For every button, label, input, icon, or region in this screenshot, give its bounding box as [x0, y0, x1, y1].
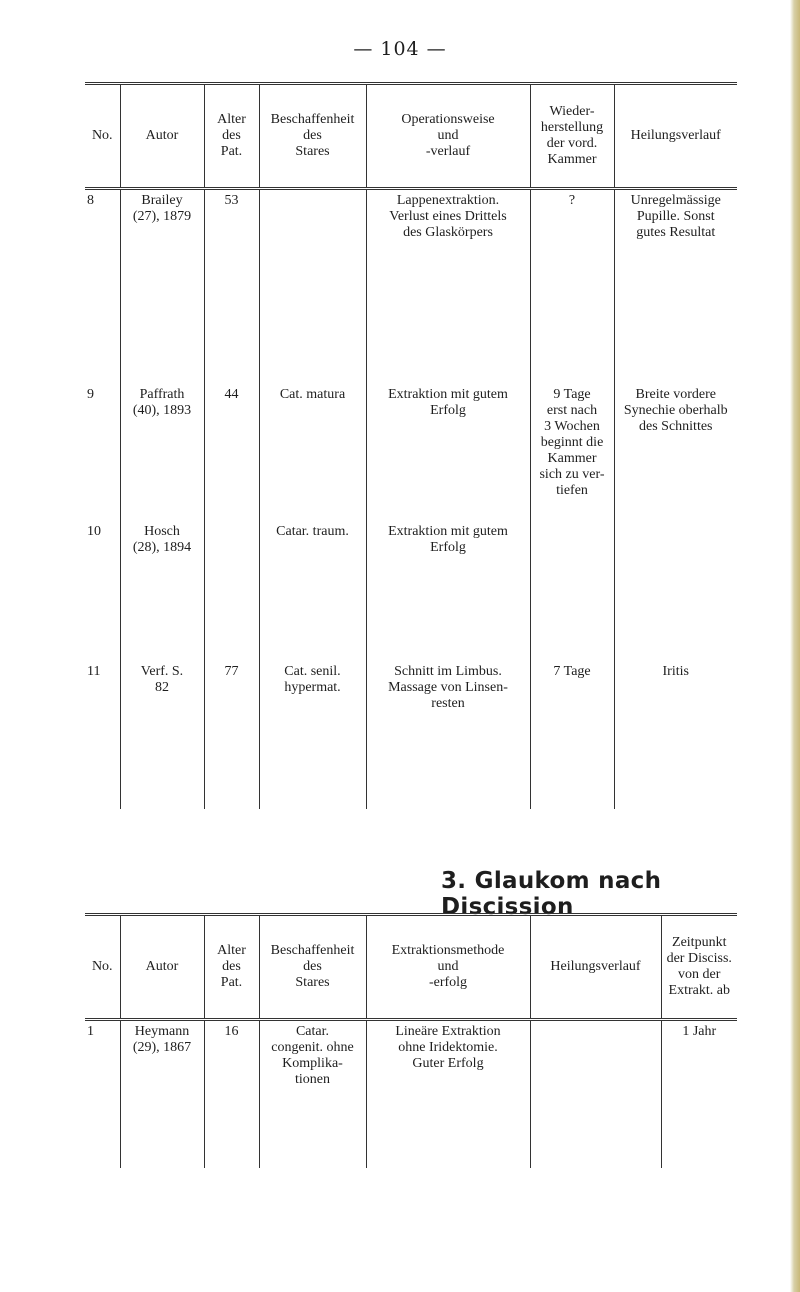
table-row: [85, 661, 737, 809]
cell-autor: Heymann (29), 1867: [120, 1020, 204, 1168]
cell-wiederherstellung: ?: [530, 189, 614, 384]
cell-heilungsverlauf: Unregelmässige Pupille. Sonst gutes Resultat: [614, 189, 737, 384]
cell-autor: Verf. S. 82: [120, 661, 204, 809]
cell-alter: 77: [204, 661, 259, 809]
cell-no: 11: [87, 663, 101, 679]
page-number: — 104 —: [353, 38, 447, 60]
cell-beschaffenheit: [259, 189, 366, 384]
cell-alter: 44: [204, 384, 259, 521]
table-header-row: [85, 84, 737, 189]
cell-wiederherstellung: 9 Tage erst nach 3 Wochen beginnt die Kammer sich zu ver- tiefen: [530, 384, 614, 521]
header-zeitpunkt: Zeitpunkt der Disciss. von der Extrakt. ab: [661, 915, 737, 1020]
cell-heilungsverlauf: [530, 1020, 661, 1168]
cell-beschaffenheit: Cat. senil. hypermat.: [259, 661, 366, 809]
header-beschaffenheit: Beschaffenheit des Stares: [259, 915, 366, 1020]
section-heading: 3. Glaukom nach Discission: [441, 868, 662, 920]
header-alter: Alter des Pat.: [204, 915, 259, 1020]
header-autor: Autor: [120, 915, 204, 1020]
cell-operation: Extraktion mit gutem Erfolg: [366, 384, 530, 521]
cell-autor: Hosch (28), 1894: [120, 521, 204, 661]
cell-no: 1: [87, 1024, 94, 1039]
cell-alter: 16: [204, 1020, 259, 1168]
cell-no: 9: [87, 386, 94, 402]
header-heilungsverlauf: Heilungsverlauf: [530, 915, 661, 1020]
cell-no: 10: [87, 523, 101, 539]
table-row: [85, 384, 737, 521]
cell-heilungsverlauf: [614, 521, 737, 661]
cell-operation: Lappenextraktion. Verlust eines Drittels des Glaskörpers: [366, 189, 530, 384]
table-row: [85, 521, 737, 661]
header-wiederherstellung: Wieder- herstellung der vord. Kammer: [530, 84, 614, 189]
cell-zeitpunkt: 1 Jahr: [661, 1020, 737, 1168]
cell-no: 8: [87, 193, 94, 208]
cell-alter: [204, 521, 259, 661]
cell-wiederherstellung: [530, 521, 614, 661]
cell-autor: Brailey (27), 1879: [120, 189, 204, 384]
table-row: [85, 1020, 737, 1168]
cell-beschaffenheit: Catar. traum.: [259, 521, 366, 661]
cell-alter: 53: [204, 189, 259, 384]
glaucoma-extraction-table: [85, 82, 737, 809]
cell-autor: Paffrath (40), 1893: [120, 384, 204, 521]
cell-beschaffenheit: Catar. congenit. ohne Komplika- tionen: [259, 1020, 366, 1168]
header-alter: Alter des Pat.: [204, 84, 259, 189]
cell-operation: Schnitt im Limbus. Massage von Linsen- resten: [366, 661, 530, 809]
discission-table: [85, 913, 737, 1168]
table-header-row: [85, 915, 737, 1020]
table-row: [85, 189, 737, 384]
header-autor: Autor: [120, 84, 204, 189]
cell-heilungsverlauf: Breite vordere Synechie oberhalb des Schnittes: [614, 384, 737, 521]
header-heilungsverlauf: Heilungsverlauf: [614, 84, 737, 189]
header-operationsweise: Operationsweise und -verlauf: [366, 84, 530, 189]
header-no: No.: [85, 84, 120, 189]
header-extraktionsmethode: Extraktionsmethode und -erfolg: [366, 915, 530, 1020]
header-beschaffenheit: Beschaffenheit des Stares: [259, 84, 366, 189]
header-no: No.: [85, 915, 120, 1020]
cell-operation: Extraktion mit gutem Erfolg: [366, 521, 530, 661]
cell-beschaffenheit: Cat. matura: [259, 384, 366, 521]
cell-extraktion: Lineäre Extraktion ohne Iridektomie. Guter Erfolg: [366, 1020, 530, 1168]
cell-wiederherstellung: 7 Tage: [530, 661, 614, 809]
page-edge: [790, 0, 800, 1292]
cell-heilungsverlauf: Iritis: [614, 661, 737, 809]
